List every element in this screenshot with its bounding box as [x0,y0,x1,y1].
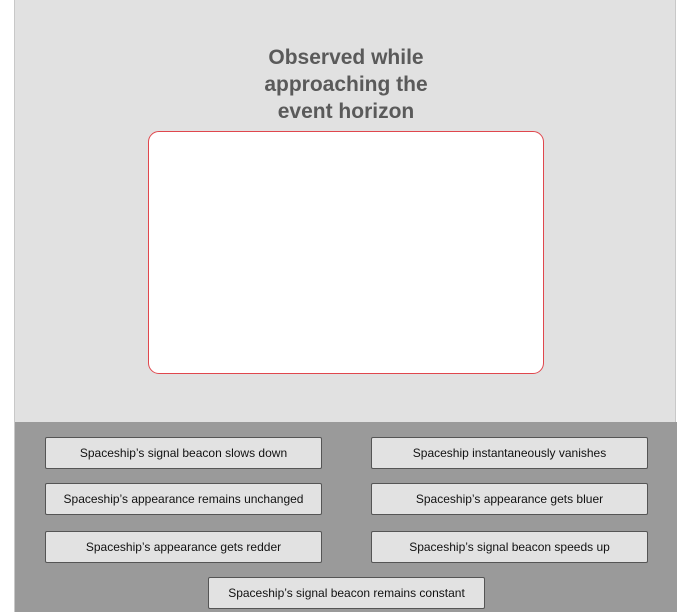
answer-card-label: Spaceship’s appearance gets bluer [415,492,604,506]
category-title-line-2: approaching the [264,73,428,96]
answer-card-instantaneously-vanishes[interactable] [371,437,648,469]
category-title-line-3: event horizon [277,100,415,123]
answer-drop-zone[interactable] [148,131,544,374]
activity-panel [14,0,676,612]
answer-card-label: Spaceship’s appearance gets redder [85,540,282,554]
answer-card-appearance-unchanged[interactable] [45,483,322,515]
answer-card-label: Spaceship’s signal beacon slows down [79,446,288,460]
category-title [15,44,677,125]
answer-card-label: Spaceship’s signal beacon speeds up [409,540,610,554]
answer-card-beacon-slows-down[interactable] [45,437,322,469]
answer-card-tray [15,422,677,612]
answer-card-appearance-redder[interactable] [45,531,322,563]
answer-card-label: Spaceship instantaneously vanishes [412,446,607,460]
category-title-line-1: Observed while [268,46,424,69]
answer-card-appearance-bluer[interactable] [371,483,648,515]
answer-card-beacon-speeds-up[interactable] [371,531,648,563]
answer-card-beacon-constant[interactable] [208,577,485,609]
answer-card-label: Spaceship’s signal beacon remains constant [228,586,465,600]
answer-card-label: Spaceship’s appearance remains unchanged [63,492,304,506]
